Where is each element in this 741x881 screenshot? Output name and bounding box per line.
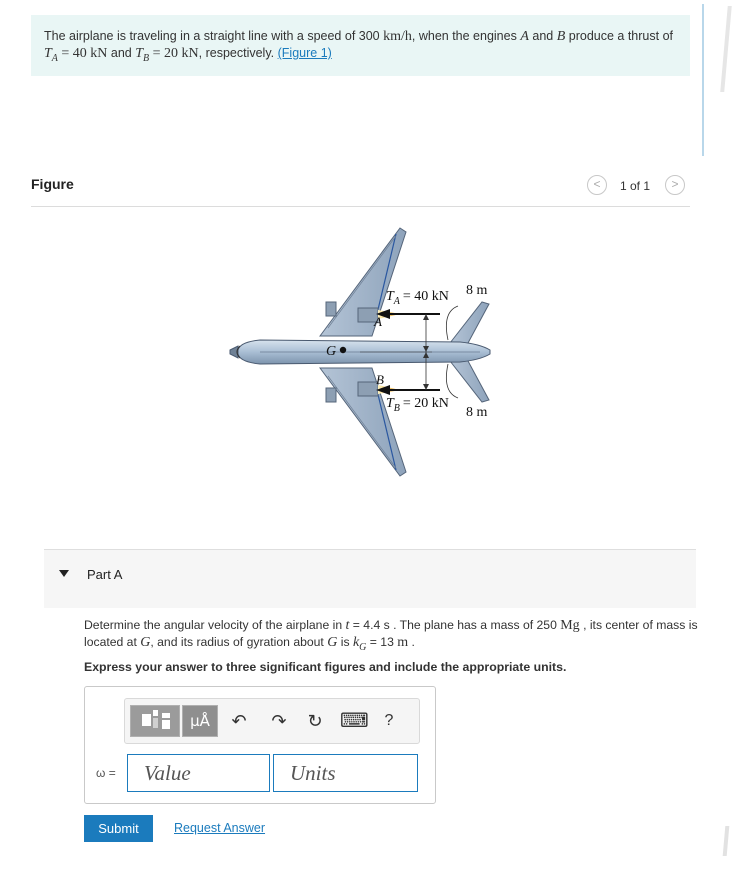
thrust-b-symbol: $T_B$: [135, 46, 150, 64]
edge-decoration: [723, 826, 730, 856]
reset-icon[interactable]: ↻: [307, 711, 323, 731]
engine-a-symbol: A: [520, 29, 529, 44]
point-b-label: B: [376, 372, 384, 387]
thrust-b-value: = 20 kN: [152, 46, 199, 61]
intro-text: The airplane is traveling in a straight line with a speed of 300: [44, 29, 380, 43]
chevron-right-icon: >: [671, 177, 679, 191]
help-icon[interactable]: ?: [384, 712, 394, 729]
templates-button[interactable]: [130, 705, 180, 737]
distance-bottom-label: 8 m: [466, 405, 488, 420]
thrust-b-label: $T_B = 20$ kN: [386, 396, 449, 414]
value-input[interactable]: Value: [127, 754, 270, 792]
redo-icon[interactable]: ↷: [271, 711, 287, 731]
previous-figure-button[interactable]: [587, 175, 607, 195]
figure-title: Figure: [31, 176, 74, 192]
engine-b: [358, 382, 378, 396]
thrust-a-value: = 40 kN: [61, 46, 108, 61]
divider: [31, 206, 690, 207]
undo-icon[interactable]: ↶: [231, 711, 247, 731]
figure-pager: [585, 174, 690, 198]
edge-decoration: [720, 6, 732, 92]
intro-text: and: [532, 29, 554, 43]
omega-label: ω =: [96, 766, 116, 780]
next-figure-button[interactable]: [665, 175, 685, 195]
part-a-label: Part A: [87, 567, 123, 582]
request-answer-link[interactable]: Request Answer: [174, 821, 266, 835]
figure-link[interactable]: (Figure 1): [277, 46, 332, 60]
point-a-label: A: [374, 314, 382, 329]
templates-icon: [131, 706, 179, 736]
speed-unit: km/h: [383, 29, 412, 44]
part-a-header[interactable]: [44, 549, 696, 608]
collapse-caret-icon[interactable]: [59, 570, 69, 577]
intro-text: , respectively.: [198, 46, 275, 60]
keyboard-icon[interactable]: ⌨: [340, 710, 369, 732]
question-text: Determine the angular velocity of the airplane in t = 4.4 s . The plane has a mass of 250 Mg , its center of mass is located at G, and its radius of gyration about G is $k_G = 13$ m .: [84, 618, 698, 653]
units-button[interactable]: μÅ: [182, 705, 218, 737]
answer-instruction: Express your answer to three significant figures and include the appropriate units.: [84, 660, 567, 674]
problem-statement: [31, 15, 690, 76]
engine-b-symbol: B: [556, 29, 566, 44]
upper-tail: [450, 302, 489, 343]
distance-top-label: 8 m: [466, 283, 488, 298]
thrust-a-symbol: $T_A$: [44, 46, 58, 64]
figure-count: 1 of 1: [620, 179, 651, 193]
intro-text: , when the engines: [411, 29, 517, 43]
airplane-figure: [200, 218, 520, 488]
chevron-left-icon: <: [593, 177, 601, 191]
side-divider: [702, 4, 704, 156]
intro-text: and: [110, 46, 132, 60]
units-input[interactable]: Units: [273, 754, 418, 792]
submit-button[interactable]: Submit: [84, 815, 153, 842]
cg-label: G: [326, 344, 337, 359]
lower-tail: [450, 361, 489, 402]
intro-text: produce a thrust of: [568, 29, 673, 43]
thrust-a-label: $T_A = 40$ kN: [386, 289, 449, 307]
